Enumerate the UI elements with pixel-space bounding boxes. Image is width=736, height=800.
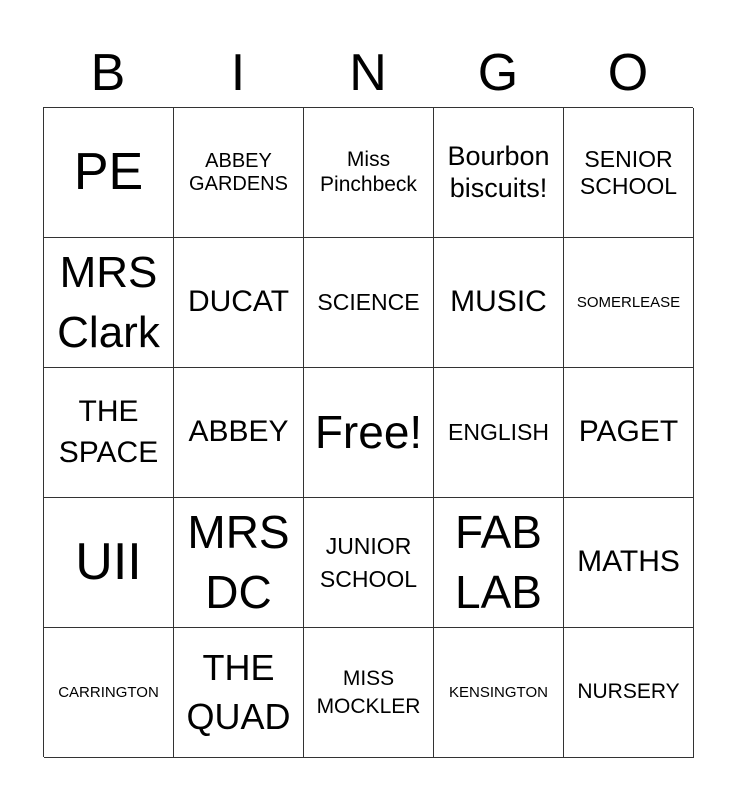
header-letter-g: G [477, 44, 519, 102]
cell-label: PAGET [578, 415, 679, 449]
free-space-label: Free! [314, 406, 423, 459]
cell-label: Bourbon biscuits! [447, 141, 550, 203]
cell-label: MATHS [577, 545, 680, 579]
cell-label: MUSIC [450, 285, 547, 319]
bingo-cell[interactable] [174, 368, 304, 498]
cell-label: CARRINGTON [58, 683, 159, 701]
cell-label: Miss Pinchbeck [320, 148, 417, 196]
bingo-cell[interactable] [564, 498, 694, 628]
cell-label: SENIOR SCHOOL [579, 146, 678, 199]
cell-label: MRS Clark [57, 248, 160, 357]
bingo-cell[interactable] [434, 628, 564, 758]
cell-label: SCIENCE [317, 289, 420, 316]
cell-label: ABBEY [188, 415, 289, 449]
header-letter-b: B [90, 44, 126, 102]
header-letter-n: N [349, 44, 387, 102]
bingo-cell[interactable] [304, 628, 434, 758]
bingo-cell[interactable] [564, 628, 694, 758]
bingo-cell[interactable] [434, 108, 564, 238]
bingo-cell[interactable] [564, 368, 694, 498]
cell-label: DUCAT [187, 285, 290, 319]
bingo-cell[interactable] [174, 108, 304, 238]
cell-label: MRS DC [187, 505, 290, 618]
bingo-cell[interactable] [44, 108, 174, 238]
cell-label: THE SPACE [58, 395, 159, 469]
bingo-cell[interactable] [304, 368, 434, 498]
cell-label: NURSERY [577, 680, 680, 704]
bingo-cell[interactable] [44, 628, 174, 758]
cell-label: UII [75, 532, 142, 591]
bingo-cell[interactable] [434, 498, 564, 628]
bingo-cell[interactable] [44, 368, 174, 498]
bingo-header [43, 40, 693, 106]
bingo-cell[interactable] [174, 628, 304, 758]
cell-label: ABBEY GARDENS [189, 149, 288, 195]
header-letter-i: I [230, 44, 246, 102]
bingo-cell[interactable] [174, 498, 304, 628]
bingo-cell[interactable] [304, 108, 434, 238]
bingo-cell[interactable] [434, 238, 564, 368]
cell-label: ENGLISH [448, 419, 549, 446]
bingo-cell[interactable] [434, 368, 564, 498]
cell-label: THE QUAD [186, 646, 291, 737]
cell-label: MISS MOCKLER [316, 667, 421, 718]
bingo-cell[interactable] [44, 498, 174, 628]
bingo-cell[interactable] [174, 238, 304, 368]
cell-label: PE [73, 142, 144, 201]
bingo-cell[interactable] [564, 238, 694, 368]
cell-label: SOMERLEASE [576, 293, 681, 311]
bingo-cell[interactable] [304, 498, 434, 628]
bingo-grid [43, 107, 693, 757]
bingo-cell[interactable] [44, 238, 174, 368]
bingo-cell[interactable] [564, 108, 694, 238]
header-letter-o: O [607, 44, 649, 102]
cell-label: KENSINGTON [449, 683, 548, 701]
cell-label: JUNIOR SCHOOL [319, 533, 418, 592]
bingo-cell[interactable] [304, 238, 434, 368]
cell-label: FAB LAB [455, 505, 542, 618]
